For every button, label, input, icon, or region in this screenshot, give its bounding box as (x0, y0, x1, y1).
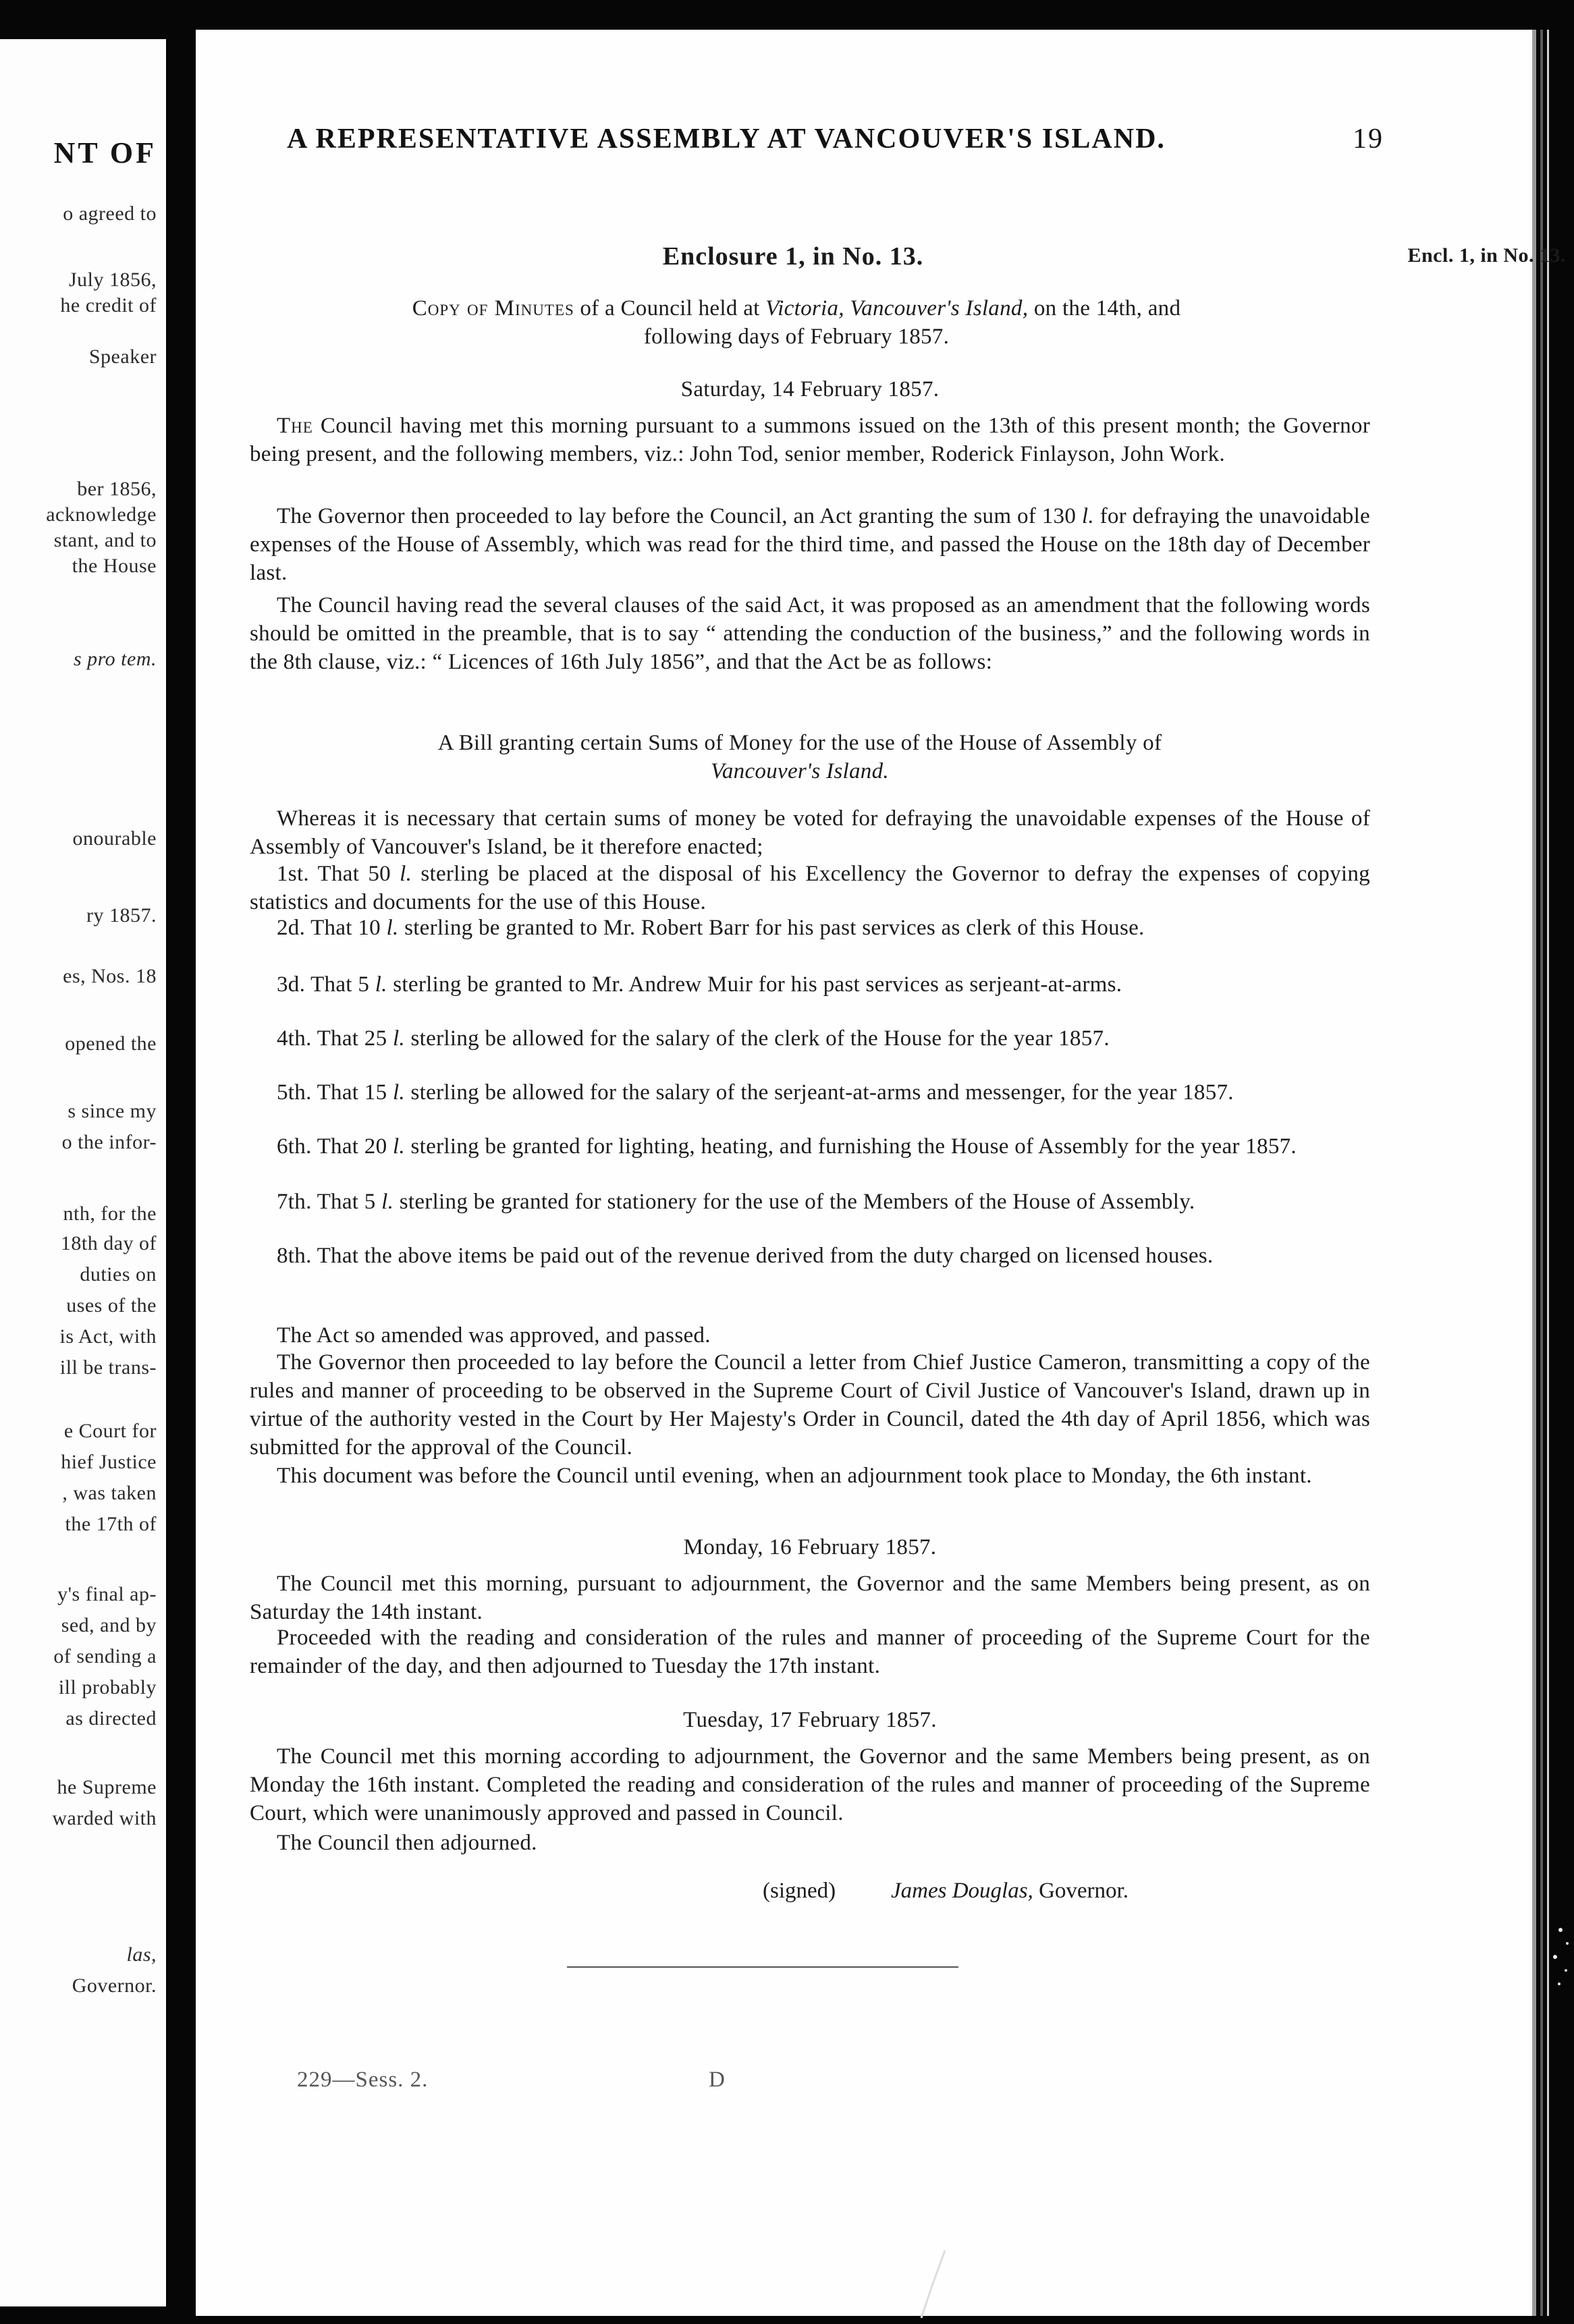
pound-abbrev: l. (392, 1080, 405, 1105)
closing-rule (567, 1966, 958, 1968)
facing-page-line: onourable (72, 827, 157, 850)
facing-page-line: hief Justice (61, 1451, 157, 1473)
page-number: 19 (1353, 123, 1384, 155)
date-heading-tuesday: Tuesday, 17 February 1857. (683, 1708, 937, 1732)
bill-title-place: Vancouver's Island. (711, 759, 889, 783)
bill-item (250, 1188, 1370, 1216)
bill-item-text: sterling be placed at the disposal of his Excellency the Governor to defray the expenses of copying statistics and documents for the use of this House. (250, 862, 1370, 914)
facing-page-line: is Act, with (59, 1325, 157, 1348)
bill-item-text: 8th. That the above items be paid out of the revenue derived from the duty charged on licensed houses. (277, 1244, 1214, 1268)
paragraph-text: The Governor then proceeded to lay before the Council, an Act granting the sum of 130 (277, 504, 1082, 528)
bill-item (250, 860, 1370, 916)
facing-page-line: opened the (65, 1032, 157, 1055)
bill-item (250, 1024, 1370, 1053)
facing-page-line: e Court for (63, 1420, 157, 1442)
facing-page-line: warded with (52, 1807, 157, 1829)
facing-page-line: of sending a (53, 1645, 157, 1667)
signatory-name: James Douglas, (891, 1879, 1033, 1903)
facing-page-line: , was taken (62, 1482, 157, 1504)
facing-page-line: stant, and to (53, 529, 157, 551)
facing-page-line: ill be trans- (59, 1356, 157, 1379)
facing-page-line: ry 1857. (86, 904, 157, 926)
heading-text-2: on the 14th, and following days of February 1857. (643, 296, 1181, 349)
facing-page-line: las, (126, 1943, 157, 1966)
bill-item-text: sterling be granted for lighting, heating, and furnishing the House of Assembly for the year 1857. (404, 1134, 1297, 1159)
paragraph: The Act so amended was approved, and passed. (277, 1323, 711, 1348)
bill-preamble: Whereas it is necessary that certain sums of money be voted for defraying the unavoidable expenses of the House of Assembly of Vancouver's Island, be it therefore enacted; (250, 806, 1370, 859)
facing-page-line: the 17th of (65, 1513, 157, 1535)
bill-title (398, 729, 1201, 785)
bill-item (250, 1242, 1370, 1270)
facing-page-line: s pro tem. (73, 648, 157, 670)
heading-text: of a Council held at (574, 296, 766, 321)
facing-page-line: Speaker (88, 345, 157, 368)
facing-page-line: as directed (65, 1707, 157, 1730)
facing-page-line: July 1856, (68, 269, 157, 291)
pound-abbrev: l. (386, 916, 399, 940)
pound-abbrev: l. (381, 1190, 394, 1214)
bill-item (250, 1132, 1370, 1161)
pound-abbrev: l. (392, 1026, 405, 1051)
pound-abbrev: l. (400, 862, 412, 886)
scan-mark (904, 2247, 958, 2321)
heading-place: Victoria, Vancouver's Island, (765, 296, 1029, 321)
facing-page-line: NT OF (53, 136, 157, 169)
facing-page-line: 18th day of (60, 1232, 157, 1254)
bill-item-text: sterling be allowed for the salary of the serjeant-at-arms and messenger, for the year 1857. (404, 1080, 1234, 1105)
enclosure-title: Enclosure 1, in No. 13. (662, 242, 924, 271)
bill-item-text: 1st. That 50 (277, 862, 400, 886)
date-heading-saturday: Saturday, 14 February 1857. (680, 377, 940, 402)
facing-page-line: Governor. (72, 1974, 157, 1997)
bill-item-text: sterling be granted to Mr. Andrew Muir for his past services as serjeant-at-arms. (387, 972, 1122, 997)
page-edge (1532, 30, 1536, 2316)
bill-item-text: 7th. That 5 (277, 1190, 382, 1214)
facing-page-line: y's final ap- (57, 1583, 157, 1605)
signatory-title: Governor. (1039, 1879, 1129, 1903)
bill-item (250, 970, 1370, 999)
running-head (287, 123, 1384, 155)
signed-label: (signed) (763, 1879, 836, 1903)
facing-page-line: es, Nos. 18 (63, 965, 157, 987)
bill-item-text: sterling be granted for stationery for the use of the Members of the House of Assembly. (394, 1190, 1195, 1214)
paragraph: The Council met this morning, pursuant to adjournment, the Governor and the same Members being present, as on Saturday the 14th instant. (250, 1572, 1370, 1624)
bill-item-text: sterling be allowed for the salary of the clerk of the House for the year 1857. (404, 1026, 1110, 1051)
paragraph: Proceeded with the reading and consideration of the rules and manner of proceeding of the Supreme Court for the remainder of the day, and then adjourned to Tuesday the 17th instant. (250, 1626, 1370, 1678)
heading-lead: Copy of Minutes (412, 296, 574, 321)
facing-page-line: he credit of (60, 294, 157, 316)
bill-item-text: sterling be granted to Mr. Robert Barr for his past services as clerk of this House. (398, 916, 1145, 940)
margin-note: Encl. 1, in No. 13. (1407, 244, 1566, 267)
document-page (196, 30, 1566, 2316)
signature-mark: D (709, 2068, 725, 2092)
paragraph-text: for defraying the unavoidable expenses of the House of Assembly, which was read for the third time, and passed the House on the 18th day of December last. (250, 504, 1370, 585)
facing-page-line: acknowledge (46, 503, 157, 526)
bill-item (250, 914, 1370, 942)
paragraph: The Governor then proceeded to lay before the Council a letter from Chief Justice Cameron, transmitting a copy of the rules and manner of proceeding to be observed in the Supreme Court of Civil Justice of Vancouver's Island, drawn up in virtue of the authority vested in the Court by Her Majesty's Order in Council, dated the 4th day of April 1856, which was submitted for the approval of the Council. (250, 1350, 1370, 1460)
facing-page-line: the House (72, 555, 157, 577)
paragraph-text: Council having met this morning pursuant to a summons issued on the 13th of this present month; the Governor being present, and the following members, viz.: John Tod, senior member, Roderick Finlayson, John Work. (250, 414, 1370, 466)
paragraph: The Council then adjourned. (277, 1831, 537, 1855)
page-edge (1540, 30, 1543, 2316)
pound-abbrev: l. (375, 972, 387, 997)
session-number: 229—Sess. 2. (297, 2068, 429, 2092)
facing-page-line: o agreed to (63, 202, 157, 225)
facing-page-line: ber 1856, (77, 478, 157, 500)
bill-item-text: 4th. That 25 (277, 1026, 393, 1051)
paragraph: The Council met this morning according to adjournment, the Governor and the same Members being present, as on Monday the 16th instant. Completed the reading and consideration of the rules and manner of proceeding of the Supreme Court, which were unanimously approved and passed in Council. (250, 1744, 1370, 1825)
paragraph: This document was before the Council until evening, when an adjournment took place to Monday, the 6th instant. (277, 1464, 1312, 1488)
paragraph-lead: The (277, 414, 313, 438)
facing-page-line: ill probably (58, 1676, 157, 1698)
signature-name (891, 1879, 1129, 1904)
pound-abbrev: l. (392, 1134, 405, 1159)
facing-page-fragment (0, 39, 166, 2306)
bill-item-text: 3d. That 5 (277, 972, 375, 997)
paragraph (250, 412, 1370, 468)
facing-page-line: uses of the (66, 1294, 157, 1317)
paragraph (250, 502, 1370, 587)
bill-item-text: 6th. That 20 (277, 1134, 393, 1159)
facing-page-line: nth, for the (63, 1202, 157, 1225)
date-heading-monday: Monday, 16 February 1857. (683, 1535, 937, 1559)
minutes-heading (398, 294, 1195, 351)
paragraph: The Council having read the several clauses of the said Act, it was proposed as an amendment that the following words should be omitted in the preamble, that is to say “ attending the conduction of the business,” and the following words in the 8th clause, viz.: “ Licences of 16th July 1856”, and that the Act be as follows: (250, 593, 1370, 674)
facing-page-line: he Supreme (57, 1776, 157, 1798)
bill-item-text: 2d. That 10 (277, 916, 387, 940)
facing-page-line: duties on (80, 1263, 157, 1285)
running-head-title: A REPRESENTATIVE ASSEMBLY AT VANCOUVER'S ISLAND. (287, 123, 1166, 155)
facing-page-line: o the infor- (61, 1131, 157, 1153)
bill-title-text: A Bill granting certain Sums of Money for the use of the House of Assembly of (437, 731, 1162, 755)
bill-item (250, 1078, 1370, 1107)
pound-abbrev: l. (1081, 504, 1094, 528)
facing-page-line: sed, and by (61, 1614, 157, 1636)
scan-specks (1547, 1916, 1574, 2011)
facing-page-line: s since my (67, 1100, 157, 1122)
bill-item-text: 5th. That 15 (277, 1080, 393, 1105)
